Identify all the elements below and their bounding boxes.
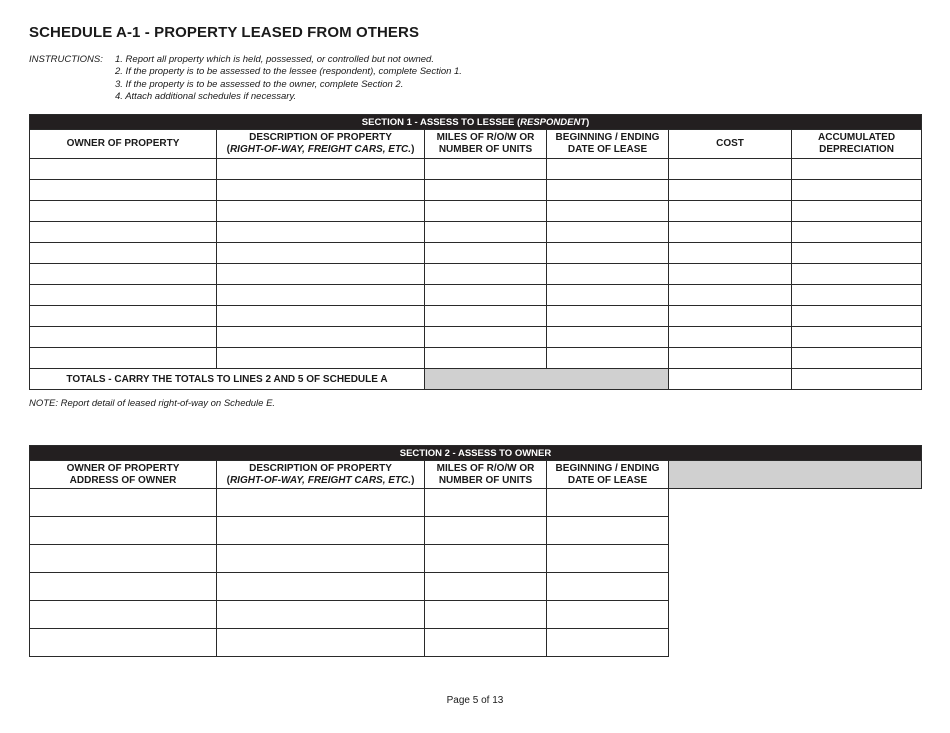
owner-input[interactable] — [30, 306, 217, 327]
depreciation-input[interactable] — [792, 327, 922, 348]
lease-dates-input[interactable] — [547, 180, 669, 201]
instructions-list — [115, 54, 715, 104]
lease-dates-input[interactable] — [547, 489, 669, 517]
owner-input[interactable] — [30, 201, 217, 222]
depreciation-input[interactable] — [792, 201, 922, 222]
lease-dates-input[interactable] — [547, 201, 669, 222]
owner-address-input[interactable] — [30, 517, 217, 545]
table-row — [30, 545, 922, 573]
col-cost-header: COST — [669, 130, 792, 159]
page-title: SCHEDULE A-1 - PROPERTY LEASED FROM OTHERS — [29, 24, 420, 41]
depreciation-input[interactable] — [792, 306, 922, 327]
owner-address-input[interactable] — [30, 573, 217, 601]
table-row — [30, 201, 922, 222]
cost-input[interactable] — [669, 306, 792, 327]
lease-dates-input[interactable] — [547, 517, 669, 545]
col-lease-dates-header: BEGINNING / ENDING DATE OF LEASE — [547, 461, 669, 489]
description-input[interactable] — [217, 285, 425, 306]
instruction-item: 4. Attach additional schedules if necessary. — [115, 91, 297, 103]
owner-input[interactable] — [30, 180, 217, 201]
lease-dates-input[interactable] — [547, 306, 669, 327]
col-owner-address-header: OWNER OF PROPERTY ADDRESS OF OWNER — [30, 461, 217, 489]
table-row — [30, 180, 922, 201]
table-row — [30, 489, 922, 517]
cost-input[interactable] — [669, 201, 792, 222]
lease-dates-input[interactable] — [547, 159, 669, 180]
miles-input[interactable] — [425, 201, 547, 222]
description-input[interactable] — [217, 489, 425, 517]
table-row — [30, 601, 922, 629]
description-input[interactable] — [217, 517, 425, 545]
table-row — [30, 306, 922, 327]
description-input[interactable] — [217, 601, 425, 629]
section2-shaded-area — [669, 461, 922, 489]
miles-input[interactable] — [425, 517, 547, 545]
owner-input[interactable] — [30, 264, 217, 285]
table-row — [30, 222, 922, 243]
miles-input[interactable] — [425, 285, 547, 306]
miles-input[interactable] — [425, 327, 547, 348]
lease-dates-input[interactable] — [547, 573, 669, 601]
miles-input[interactable] — [425, 573, 547, 601]
col-description-header: DESCRIPTION OF PROPERTY (RIGHT-OF-WAY, FREIGHT CARS, ETC.) — [217, 461, 425, 489]
totals-cost-input[interactable] — [669, 369, 792, 390]
owner-input[interactable] — [30, 222, 217, 243]
depreciation-input[interactable] — [792, 285, 922, 306]
owner-input[interactable] — [30, 327, 217, 348]
cost-input[interactable] — [669, 285, 792, 306]
depreciation-input[interactable] — [792, 180, 922, 201]
owner-address-input[interactable] — [30, 545, 217, 573]
lease-dates-input[interactable] — [547, 327, 669, 348]
description-input[interactable] — [217, 264, 425, 285]
col-miles-header: MILES OF R/O/W OR NUMBER OF UNITS — [425, 130, 547, 159]
depreciation-input[interactable] — [792, 264, 922, 285]
miles-input[interactable] — [425, 489, 547, 517]
table-row — [30, 517, 922, 545]
instruction-item: 2. If the property is to be assessed to the lessee (respondent), complete Section 1. — [115, 66, 462, 78]
miles-input[interactable] — [425, 159, 547, 180]
description-input[interactable] — [217, 327, 425, 348]
table-row — [30, 159, 922, 180]
col-lease-dates-header: BEGINNING / ENDING DATE OF LEASE — [547, 130, 669, 159]
description-input[interactable] — [217, 573, 425, 601]
table-row — [30, 629, 922, 657]
description-input[interactable] — [217, 159, 425, 180]
miles-input[interactable] — [425, 545, 547, 573]
cost-input[interactable] — [669, 348, 792, 369]
description-input[interactable] — [217, 348, 425, 369]
table-row — [30, 264, 922, 285]
table-row — [30, 327, 922, 348]
col-depreciation-header: ACCUMULATED DEPRECIATION — [792, 130, 922, 159]
cost-input[interactable] — [669, 180, 792, 201]
col-miles-header: MILES OF R/O/W OR NUMBER OF UNITS — [425, 461, 547, 489]
lease-dates-input[interactable] — [547, 348, 669, 369]
cost-input[interactable] — [669, 243, 792, 264]
table-row — [30, 573, 922, 601]
table-row — [30, 285, 922, 306]
owner-input[interactable] — [30, 348, 217, 369]
instruction-item: 3. If the property is to be assessed to the owner, complete Section 2. — [115, 78, 404, 90]
totals-label: TOTALS - CARRY THE TOTALS TO LINES 2 AND 5 OF SCHEDULE A — [30, 369, 425, 390]
table-row — [30, 243, 922, 264]
description-input[interactable] — [217, 243, 425, 264]
miles-input[interactable] — [425, 348, 547, 369]
section1-table — [29, 114, 922, 390]
instructions-label: INSTRUCTIONS: — [29, 54, 103, 65]
section2-header: SECTION 2 - ASSESS TO OWNER — [30, 446, 922, 461]
lease-dates-input[interactable] — [547, 243, 669, 264]
miles-input[interactable] — [425, 306, 547, 327]
owner-address-input[interactable] — [30, 489, 217, 517]
col-description-header: DESCRIPTION OF PROPERTY (RIGHT-OF-WAY, FREIGHT CARS, ETC.) — [217, 130, 425, 159]
section1-header: SECTION 1 - ASSESS TO LESSEE (RESPONDENT) — [30, 115, 922, 130]
totals-shaded-cell — [425, 369, 669, 390]
lease-dates-input[interactable] — [547, 629, 669, 657]
miles-input[interactable] — [425, 601, 547, 629]
cost-input[interactable] — [669, 327, 792, 348]
description-input[interactable] — [217, 201, 425, 222]
miles-input[interactable] — [425, 264, 547, 285]
cost-input[interactable] — [669, 159, 792, 180]
owner-address-input[interactable] — [30, 629, 217, 657]
col-owner-header: OWNER OF PROPERTY — [30, 130, 217, 159]
lease-dates-input[interactable] — [547, 264, 669, 285]
totals-depreciation-input[interactable] — [792, 369, 922, 390]
depreciation-input[interactable] — [792, 348, 922, 369]
description-input[interactable] — [217, 180, 425, 201]
description-input[interactable] — [217, 222, 425, 243]
miles-input[interactable] — [425, 222, 547, 243]
miles-input[interactable] — [425, 629, 547, 657]
description-input[interactable] — [217, 629, 425, 657]
page-number: Page 5 of 13 — [446, 695, 504, 706]
depreciation-input[interactable] — [792, 222, 922, 243]
depreciation-input[interactable] — [792, 243, 922, 264]
owner-input[interactable] — [30, 243, 217, 264]
cost-input[interactable] — [669, 222, 792, 243]
miles-input[interactable] — [425, 243, 547, 264]
owner-input[interactable] — [30, 285, 217, 306]
depreciation-input[interactable] — [792, 159, 922, 180]
lease-dates-input[interactable] — [547, 222, 669, 243]
note: NOTE: Report detail of leased right-of-way on Schedule E. — [29, 398, 276, 409]
description-input[interactable] — [217, 545, 425, 573]
owner-address-input[interactable] — [30, 601, 217, 629]
section2-table — [29, 445, 922, 657]
lease-dates-input[interactable] — [547, 545, 669, 573]
owner-input[interactable] — [30, 159, 217, 180]
miles-input[interactable] — [425, 180, 547, 201]
description-input[interactable] — [217, 306, 425, 327]
table-row — [30, 348, 922, 369]
lease-dates-input[interactable] — [547, 601, 669, 629]
instruction-item: 1. Report all property which is held, possessed, or controlled but not owned. — [115, 54, 434, 65]
cost-input[interactable] — [669, 264, 792, 285]
lease-dates-input[interactable] — [547, 285, 669, 306]
